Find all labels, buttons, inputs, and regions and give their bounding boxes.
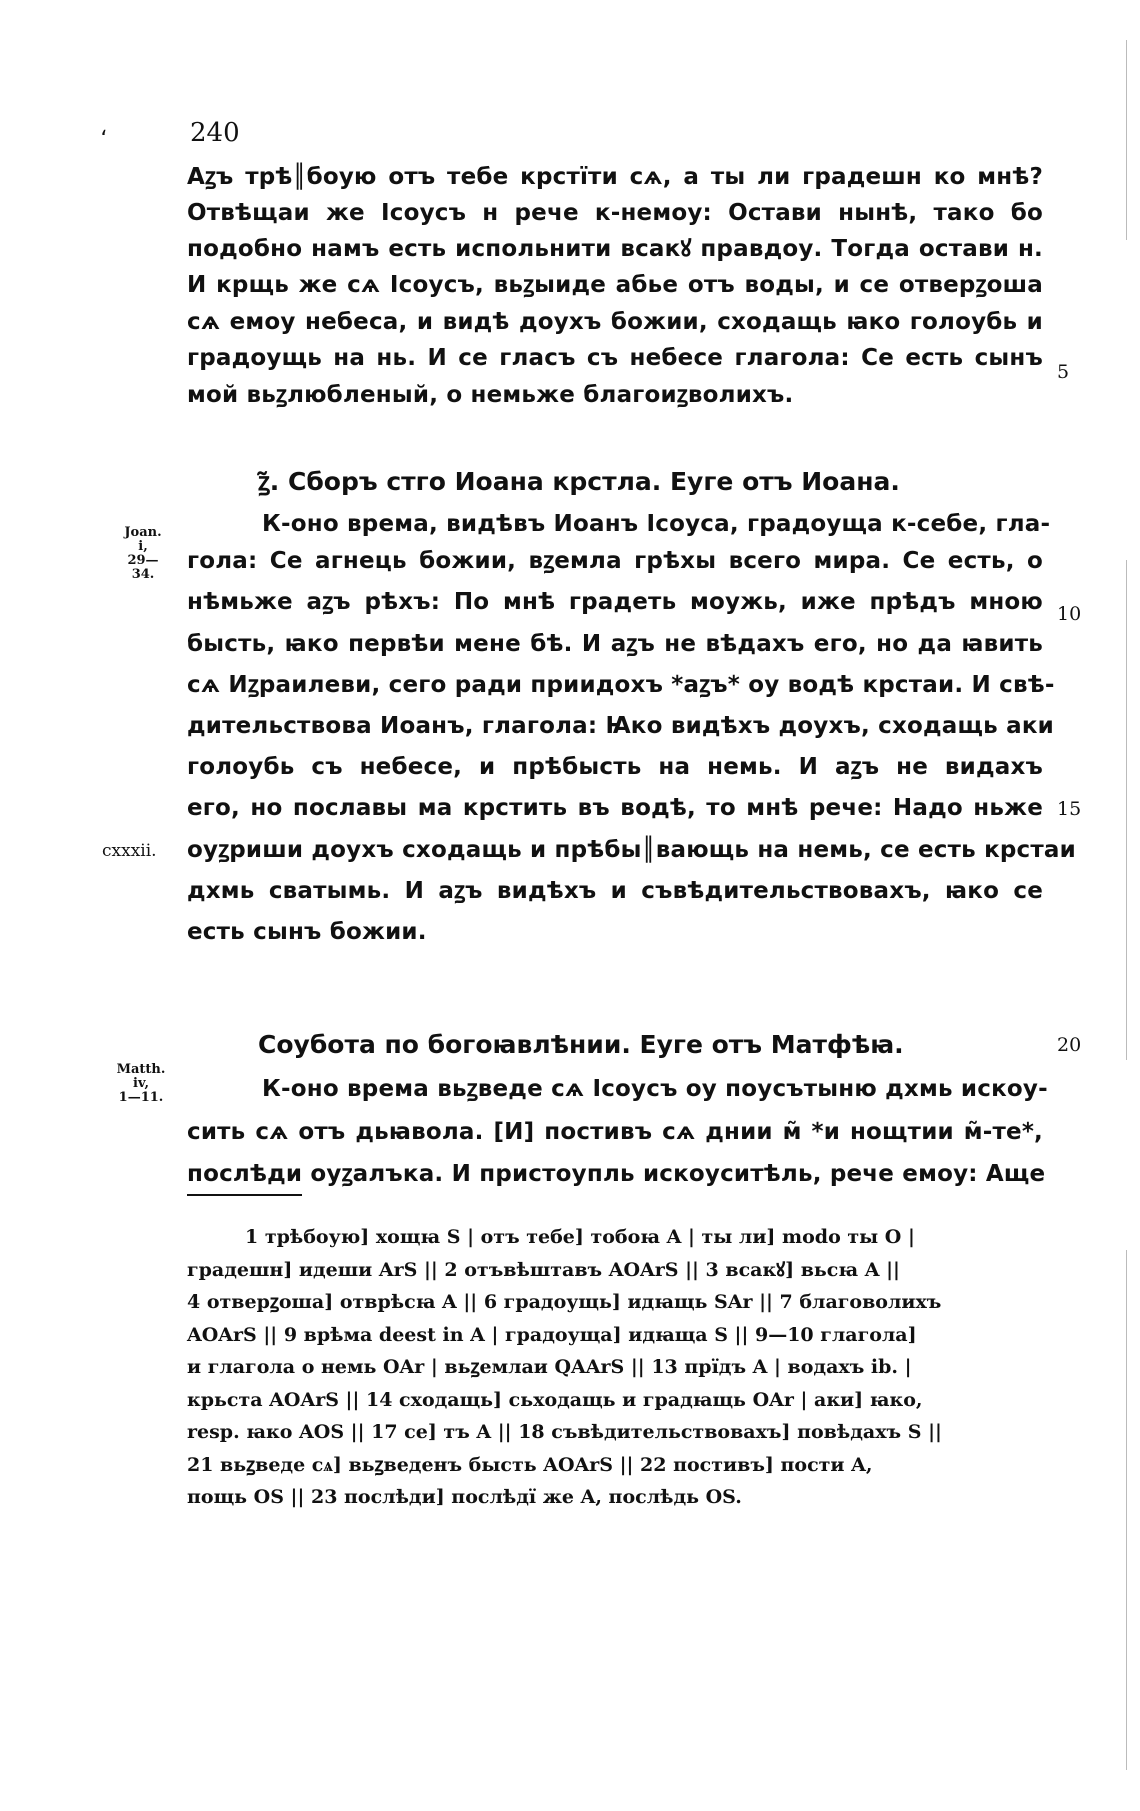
margin-number-cxxxii: cxxxii. — [102, 841, 157, 861]
page-number: 240 — [190, 118, 240, 148]
footnote-line: и глагола о немь OAr | вьꙁемлаи QAArS || 13 прїдъ A | водахъ ib. | — [187, 1356, 912, 1378]
margin-ref-book: Joan. — [124, 525, 162, 540]
text-line: бысть, ꙗко первѣи мене бѣ. И аꙁъ не вѣдахъ его, но да ꙗвить — [187, 631, 1043, 657]
footnote-line: 1 трѣбоую] хощꙗ S | отъ тебе] тобоꙗ A | ты ли] modo ты O | — [245, 1226, 915, 1248]
text-line: градоущь на нь. И се гласъ съ небесе глагола: Се есть сынъ — [187, 345, 1043, 371]
text-line: дхмь сватымь. И аꙁъ видѣхъ и съвѣдительствовахъ, ꙗко се — [187, 878, 1043, 904]
corner-mark: ، — [100, 116, 108, 141]
text-line: сѧ Иꙁраилеви, сего ради приидохъ *аꙁъ* оу водѣ крстаи. И свѣ- — [187, 672, 1055, 698]
text-line: его, но пославы ма крстить въ водѣ, то мнѣ рече: Надо ньже — [187, 795, 1043, 821]
line-number: 5 — [1057, 361, 1070, 383]
text-line: И крщь же сѧ Ісоусъ, вьꙁыиде абье отъ воды, и се отверꙁоша — [187, 272, 1043, 298]
margin-ref-book: Matth. — [116, 1062, 166, 1077]
text-line: оуꙁриши доухъ сходащь и прѣбы║вающь на немь, се есть крстаи — [187, 837, 1076, 863]
footnote-line: 21 вьꙁведе сѧ] вьꙁведенъ бысть AOArS || 22 постивъ] пости A, — [187, 1454, 873, 1476]
text-line: голоубь съ небесе, и прѣбысть на немь. И аꙁъ не видахъ — [187, 754, 1043, 780]
footnote-line: AOArS || 9 врѣма deest in A | градоуща] идꙗща S || 9—10 глагола] — [187, 1324, 917, 1346]
footnote-rule — [187, 1194, 302, 1196]
footnote-line: градешн] идеши ArS || 2 отъвѣштавъ AOArS || 3 всакꙋ] вьсꙗ A || — [187, 1259, 900, 1281]
margin-ref-chapter: i, — [138, 539, 148, 554]
text-line: дительствова Иоанъ, глагола: Ꙗко видѣхъ доухъ, сходащь аки — [187, 713, 1054, 739]
footnote-line: 4 отверꙁоша] отврѣсꙗ A || 6 градоущь] идꙗщь SAr || 7 благоволихъ — [187, 1291, 942, 1313]
text-line: сить сѧ отъ дьꙗвола. [И] постивъ сѧ днии м̃ *и нощтии м̃-те*, — [187, 1119, 1043, 1145]
scan-edge-line — [1126, 560, 1127, 1060]
text-line: послѣди оуꙁалъка. И пристоупль искоуситѣль, рече емоу: Аще — [187, 1161, 1046, 1187]
text-line: гола: Се агнець божии, вꙁемла грѣхы всего мира. Се есть, о — [187, 548, 1043, 574]
text-line: подобно намъ есть испольнити всакꙋ правдоу. Тогда остави н. — [187, 236, 1043, 262]
text-line: мой вьꙁлюбленый, о немьже благоиꙁволихъ. — [187, 382, 794, 408]
line-number: 15 — [1057, 798, 1082, 820]
margin-reference-joan — [118, 526, 168, 582]
margin-ref-chapter: iv, — [133, 1076, 149, 1091]
footnote-line: resp. ꙗко AOS || 17 се] тъ A || 18 съвѣдительствовахъ] повѣдахъ S || — [187, 1421, 942, 1443]
scan-edge-line — [1126, 40, 1127, 240]
text-line: нѣмьже аꙁъ рѣхъ: По мнѣ градеть моужь, иже прѣдъ мною — [187, 589, 1043, 615]
scan-edge-line — [1126, 1250, 1127, 1770]
text-line: К-оно врема вьꙁведе сѧ Ісоусъ оу поусътыню дхмь искоу- — [262, 1076, 1048, 1102]
text-line: есть сынъ божии. — [187, 919, 427, 945]
line-number: 20 — [1057, 1034, 1082, 1056]
footnote-line: пощь OS || 23 послѣди] послѣдї же A, послѣдь OS. — [187, 1486, 742, 1508]
text-line: К-оно врема, видѣвъ Иоанъ Ісоуса, градоуща к-себе, гла- — [262, 511, 1051, 537]
text-line: Аꙁъ трѣ║боую отъ тебе крстїти сѧ, а ты ли градешн ко мнѣ? — [187, 164, 1043, 190]
footnote-line: крьста AOArS || 14 сходащь] сьходащь и градꙗщь OAr | аки] ꙗко, — [187, 1389, 923, 1411]
line-number: 10 — [1057, 603, 1082, 625]
text-line: Отвѣщаи же Ісоусъ н рече к-немоу: Остави нынѣ, тако бо — [187, 200, 1043, 226]
margin-ref-verses: 1—11. — [118, 1090, 164, 1105]
margin-ref-verses: 29—34. — [127, 553, 159, 582]
margin-reference-matth — [113, 1063, 169, 1105]
section-heading-2: Соубота по богоꙗвлѣнии. Еуге отъ Матфѣꙗ. — [258, 1030, 904, 1059]
section-heading-1: ꙁ̃. Сборъ стго Иоана крстла. Еуге отъ Иоана. — [258, 467, 900, 496]
text-line: сѧ емоу небеса, и видѣ доухъ божии, сходащь ꙗко голоубь и — [187, 309, 1043, 335]
